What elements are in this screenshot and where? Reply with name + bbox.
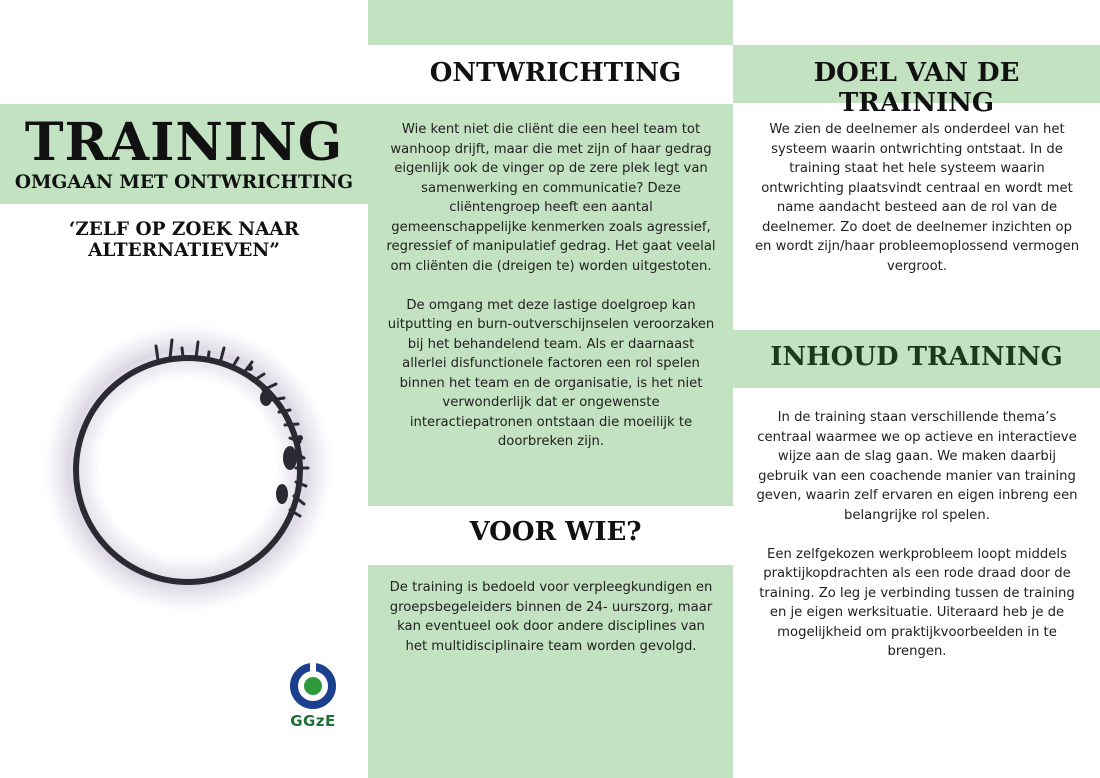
- ggze-logo: [286, 662, 340, 734]
- inhoud-body: [752, 408, 1082, 662]
- cover-subtitle: OMGAAN MET ONTWRICHTING: [14, 172, 354, 193]
- doel-heading: DOEL VAN DE TRAINING: [813, 58, 1020, 118]
- voor-wie-body: De training is bedoeld voor verpleegkundigen en groepsbegeleiders binnen de 24- uurszorg, maar kan eventueel ook door andere disciplines van het multidisciplinaire team worden gevolgd.: [389, 580, 713, 654]
- column2-top-band: [368, 0, 733, 45]
- ontwrichting-paragraph: De omgang met deze lastige doelgroep kan uitputting en burn-outverschijnselen veroorzaken bij het behandelend team. Als er daarnaast allerlei disfunctionele factoren een rol spelen binnen het team en de organisatie, is het niet verwonderlijk dat er ongewenste interactiepatronen ontstaan die moeilijk te doorbreken zijn.: [387, 297, 715, 449]
- ontwrichting-heading: ONTWRICHTING: [429, 58, 682, 88]
- voor-wie-heading: VOOR WIE?: [469, 517, 642, 547]
- cover-title: TRAINING: [24, 112, 344, 173]
- doel-body: We zien de deelnemer als onderdeel van het systeem waarin ontwrichting ontstaat. In de training staat het hele systeem waarin ontwrichting plaatsvindt centraal en wordt met name aandacht besteed aan de rol van de deelnemer. Zo doet de deelnemer inzichten op en wordt zijn/haar probleemoplossend vermogen vergroot.: [754, 122, 1080, 274]
- inhoud-paragraph: In de training staan verschillende thema’s centraal waarmee we op actieve en interactieve wijze aan de slag gaan. We maken daarbij gebruik van een coachende manier van training geven, waarin zelf ervaren en eigen inbreng een belangrijke rol spelen.: [756, 410, 1078, 523]
- inhoud-heading: INHOUD TRAINING: [770, 342, 1063, 372]
- ontwrichting-paragraph: Wie kent niet die cliënt die een heel team tot wanhoop drijft, maar die met zijn of haar gedrag eigenlijk ook de vinger op de zere plek legt van samenwerking en communicatie? Deze cliëntengroep heeft een aantal gemeenschappelijke kenmerken zoals agressief, regressief of manipulatief gedrag. Het gaat veelal om cliënten die (dreigen te) worden uitgestoten.: [386, 122, 716, 274]
- ggze-logo-icon: [286, 662, 340, 712]
- inhoud-paragraph: Een zelfgekozen werkprobleem loopt middels praktijkopdrachten als een rode draad door de training. Zo leg je verbinding tussen de training en je eigen werksituatie. Uiteraard heb je de mogelijkheid om praktijkvoorbeelden in te brengen.: [759, 546, 1075, 659]
- ontwrichting-body: [386, 120, 716, 452]
- logo-text: GGzE: [290, 712, 336, 730]
- ink-ring-icon: [38, 318, 338, 618]
- ring-illustration: [38, 318, 338, 618]
- cover-quote: ‘ZELF OP ZOEK NAAR ALTERNATIEVEN”: [68, 219, 300, 261]
